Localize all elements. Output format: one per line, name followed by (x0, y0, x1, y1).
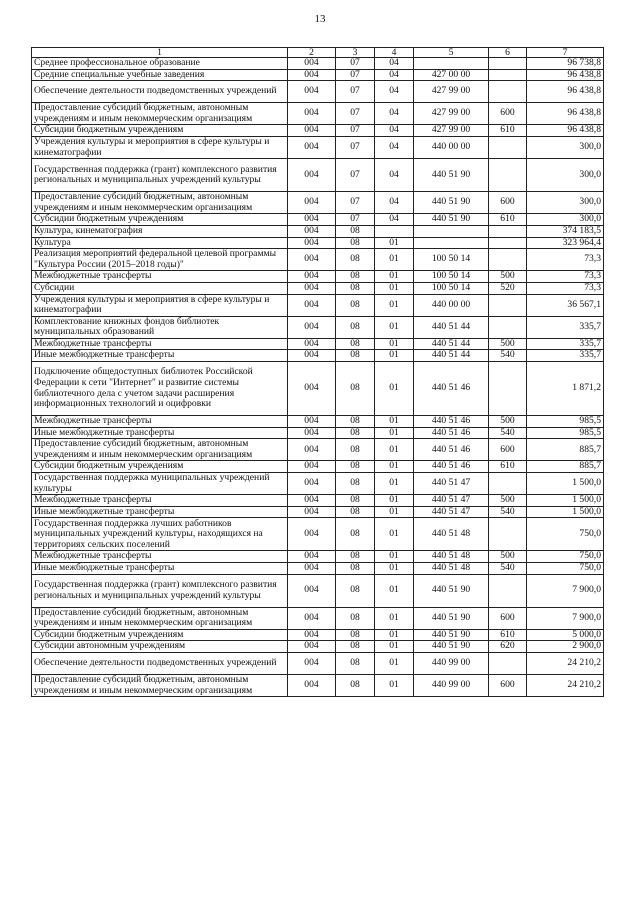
table-row (32, 461, 604, 473)
table-row (32, 362, 604, 416)
ministry-code-cell: 004 (288, 237, 336, 249)
row-name-cell: Межбюджетные трансферты (32, 495, 288, 507)
subsection-code-cell: 01 (375, 629, 414, 641)
expense-type-cell: 610 (489, 461, 527, 473)
row-name-cell: Среднее профессиональное образование (32, 58, 288, 70)
target-article-cell: 440 51 47 (414, 495, 489, 507)
subsection-code-cell: 04 (375, 69, 414, 81)
section-code-cell: 08 (336, 439, 375, 461)
expense-type-cell (489, 136, 527, 158)
ministry-code-cell: 004 (288, 461, 336, 473)
table-row (32, 563, 604, 575)
ministry-code-cell: 004 (288, 225, 336, 237)
target-article-cell: 440 51 48 (414, 563, 489, 575)
row-name-cell: Обеспечение деятельности подведомственных учреждений (32, 81, 288, 103)
subsection-code-cell: 04 (375, 58, 414, 70)
table-row (32, 506, 604, 518)
subsection-code-cell: 01 (375, 574, 414, 607)
amount-cell: 323 964,4 (527, 237, 604, 249)
expense-type-cell (489, 249, 527, 271)
amount-cell: 73,3 (527, 249, 604, 271)
table-row (32, 225, 604, 237)
amount-cell: 750,0 (527, 551, 604, 563)
subsection-code-cell: 04 (375, 159, 414, 192)
amount-cell: 96 438,8 (527, 81, 604, 103)
amount-cell: 335,7 (527, 338, 604, 350)
table-row (32, 607, 604, 629)
column-header: 3 (336, 48, 375, 58)
amount-cell: 335,7 (527, 316, 604, 338)
expense-type-cell (489, 225, 527, 237)
header-row (32, 48, 604, 58)
row-name-cell: Субсидии бюджетным учреждениям (32, 461, 288, 473)
ministry-code-cell: 004 (288, 249, 336, 271)
row-name-cell: Предоставление субсидий бюджетным, автономным учреждениям и иным некоммерческим организациям (32, 439, 288, 461)
ministry-code-cell: 004 (288, 282, 336, 294)
expense-type-cell: 540 (489, 427, 527, 439)
section-code-cell: 08 (336, 674, 375, 696)
section-code-cell: 08 (336, 461, 375, 473)
column-header: 7 (527, 48, 604, 58)
ministry-code-cell: 004 (288, 125, 336, 137)
row-name-cell: Культура (32, 237, 288, 249)
table-row (32, 518, 604, 551)
subsection-code-cell: 01 (375, 461, 414, 473)
row-name-cell: Учреждения культуры и мероприятия в сфере культуры и кинематографии (32, 136, 288, 158)
amount-cell: 1 500,0 (527, 473, 604, 495)
table-row (32, 338, 604, 350)
expense-type-cell (489, 81, 527, 103)
table-row (32, 214, 604, 226)
expense-type-cell (489, 652, 527, 674)
section-code-cell: 07 (336, 81, 375, 103)
section-code-cell: 08 (336, 551, 375, 563)
subsection-code-cell: 01 (375, 249, 414, 271)
row-name-cell: Иные межбюджетные трансферты (32, 427, 288, 439)
expense-type-cell: 610 (489, 629, 527, 641)
target-article-cell: 440 51 44 (414, 316, 489, 338)
row-name-cell: Государственная поддержка муниципальных учреждений культуры (32, 473, 288, 495)
column-header: 5 (414, 48, 489, 58)
table-row (32, 192, 604, 214)
amount-cell: 985,5 (527, 416, 604, 428)
ministry-code-cell: 004 (288, 362, 336, 416)
table-row (32, 350, 604, 362)
target-article-cell: 440 51 90 (414, 192, 489, 214)
ministry-code-cell: 004 (288, 551, 336, 563)
target-article-cell: 440 51 90 (414, 214, 489, 226)
amount-cell: 1 871,2 (527, 362, 604, 416)
section-code-cell: 08 (336, 294, 375, 316)
expense-type-cell: 610 (489, 125, 527, 137)
subsection-code-cell: 01 (375, 316, 414, 338)
subsection-code-cell: 01 (375, 473, 414, 495)
section-code-cell: 08 (336, 652, 375, 674)
subsection-code-cell: 04 (375, 81, 414, 103)
expense-type-cell: 600 (489, 103, 527, 125)
amount-cell: 300,0 (527, 214, 604, 226)
target-article-cell: 440 51 46 (414, 461, 489, 473)
target-article-cell (414, 225, 489, 237)
ministry-code-cell: 004 (288, 136, 336, 158)
amount-cell: 1 500,0 (527, 506, 604, 518)
ministry-code-cell: 004 (288, 58, 336, 70)
ministry-code-cell: 004 (288, 674, 336, 696)
expense-type-cell (489, 294, 527, 316)
row-name-cell: Подключение общедоступных библиотек Российской Федерации к сети "Интернет" и развитие системы библиотечного дела с учетом задачи расширения информационных технологий и оцифровки (32, 362, 288, 416)
amount-cell: 300,0 (527, 136, 604, 158)
table-row (32, 125, 604, 137)
section-code-cell: 08 (336, 416, 375, 428)
row-name-cell: Межбюджетные трансферты (32, 271, 288, 283)
row-name-cell: Средние специальные учебные заведения (32, 69, 288, 81)
table-row (32, 282, 604, 294)
ministry-code-cell: 004 (288, 338, 336, 350)
expense-type-cell (489, 518, 527, 551)
column-header: 6 (489, 48, 527, 58)
subsection-code-cell: 04 (375, 192, 414, 214)
subsection-code-cell: 01 (375, 506, 414, 518)
ministry-code-cell: 004 (288, 416, 336, 428)
expense-type-cell: 520 (489, 282, 527, 294)
subsection-code-cell: 01 (375, 416, 414, 428)
subsection-code-cell: 04 (375, 103, 414, 125)
table-row (32, 674, 604, 696)
table-row (32, 58, 604, 70)
row-name-cell: Предоставление субсидий бюджетным, автономным учреждениям и иным некоммерческим организациям (32, 192, 288, 214)
subsection-code-cell: 01 (375, 294, 414, 316)
ministry-code-cell: 004 (288, 81, 336, 103)
section-code-cell: 08 (336, 473, 375, 495)
target-article-cell: 440 51 47 (414, 506, 489, 518)
table-row (32, 103, 604, 125)
amount-cell: 96 438,8 (527, 125, 604, 137)
table-row (32, 495, 604, 507)
row-name-cell: Субсидии автономным учреждениям (32, 641, 288, 653)
amount-cell: 5 000,0 (527, 629, 604, 641)
table-row (32, 629, 604, 641)
table-row (32, 439, 604, 461)
section-code-cell: 07 (336, 58, 375, 70)
table-row (32, 641, 604, 653)
target-article-cell: 440 51 90 (414, 607, 489, 629)
table-row (32, 249, 604, 271)
row-name-cell: Государственная поддержка (грант) комплексного развития региональных и муниципальных учреждений культуры (32, 159, 288, 192)
target-article-cell: 100 50 14 (414, 282, 489, 294)
section-code-cell: 08 (336, 282, 375, 294)
section-code-cell: 08 (336, 574, 375, 607)
subsection-code-cell: 04 (375, 125, 414, 137)
row-name-cell: Иные межбюджетные трансферты (32, 563, 288, 575)
target-article-cell: 440 00 00 (414, 294, 489, 316)
amount-cell: 96 438,8 (527, 69, 604, 81)
section-code-cell: 07 (336, 125, 375, 137)
target-article-cell: 427 00 00 (414, 69, 489, 81)
expense-type-cell: 500 (489, 551, 527, 563)
section-code-cell: 08 (336, 225, 375, 237)
row-name-cell: Государственная поддержка (грант) комплексного развития региональных и муниципальных учреждений культуры (32, 574, 288, 607)
target-article-cell: 440 99 00 (414, 674, 489, 696)
target-article-cell: 440 51 90 (414, 159, 489, 192)
target-article-cell: 440 51 90 (414, 629, 489, 641)
target-article-cell: 440 51 46 (414, 427, 489, 439)
ministry-code-cell: 004 (288, 350, 336, 362)
row-name-cell: Межбюджетные трансферты (32, 551, 288, 563)
amount-cell: 2 900,0 (527, 641, 604, 653)
target-article-cell: 100 50 14 (414, 249, 489, 271)
table-row (32, 294, 604, 316)
ministry-code-cell: 004 (288, 427, 336, 439)
subsection-code-cell: 01 (375, 607, 414, 629)
row-name-cell: Комплектование книжных фондов библиотек муниципальных образований (32, 316, 288, 338)
amount-cell: 73,3 (527, 271, 604, 283)
section-code-cell: 07 (336, 103, 375, 125)
amount-cell: 300,0 (527, 192, 604, 214)
expense-type-cell (489, 58, 527, 70)
expense-type-cell (489, 473, 527, 495)
ministry-code-cell: 004 (288, 159, 336, 192)
target-article-cell: 440 51 46 (414, 416, 489, 428)
expense-type-cell (489, 574, 527, 607)
expense-type-cell: 600 (489, 192, 527, 214)
target-article-cell: 440 51 46 (414, 439, 489, 461)
row-name-cell: Культура, кинематография (32, 225, 288, 237)
expense-type-cell: 600 (489, 439, 527, 461)
section-code-cell: 08 (336, 338, 375, 350)
section-code-cell: 07 (336, 192, 375, 214)
expense-type-cell (489, 237, 527, 249)
expense-type-cell: 500 (489, 338, 527, 350)
target-article-cell (414, 58, 489, 70)
expense-type-cell: 600 (489, 674, 527, 696)
target-article-cell: 440 51 48 (414, 518, 489, 551)
table-row (32, 316, 604, 338)
target-article-cell: 440 51 48 (414, 551, 489, 563)
subsection-code-cell: 01 (375, 350, 414, 362)
amount-cell: 750,0 (527, 518, 604, 551)
subsection-code-cell: 01 (375, 495, 414, 507)
table-row (32, 81, 604, 103)
target-article-cell: 440 51 44 (414, 350, 489, 362)
row-name-cell: Обеспечение деятельности подведомственных учреждений (32, 652, 288, 674)
ministry-code-cell: 004 (288, 607, 336, 629)
section-code-cell: 08 (336, 427, 375, 439)
section-code-cell: 08 (336, 563, 375, 575)
target-article-cell: 440 00 00 (414, 136, 489, 158)
amount-cell: 1 500,0 (527, 495, 604, 507)
table-row (32, 551, 604, 563)
row-name-cell: Субсидии бюджетным учреждениям (32, 214, 288, 226)
section-code-cell: 08 (336, 607, 375, 629)
amount-cell: 73,3 (527, 282, 604, 294)
subsection-code-cell: 01 (375, 439, 414, 461)
ministry-code-cell: 004 (288, 518, 336, 551)
row-name-cell: Субсидии (32, 282, 288, 294)
row-name-cell: Иные межбюджетные трансферты (32, 506, 288, 518)
subsection-code-cell: 01 (375, 362, 414, 416)
subsection-code-cell (375, 225, 414, 237)
target-article-cell: 440 51 90 (414, 641, 489, 653)
expense-type-cell: 600 (489, 607, 527, 629)
target-article-cell: 440 51 90 (414, 574, 489, 607)
table-row (32, 574, 604, 607)
subsection-code-cell: 01 (375, 338, 414, 350)
subsection-code-cell: 01 (375, 563, 414, 575)
subsection-code-cell: 04 (375, 136, 414, 158)
target-article-cell: 440 99 00 (414, 652, 489, 674)
section-code-cell: 08 (336, 249, 375, 271)
ministry-code-cell: 004 (288, 69, 336, 81)
amount-cell: 374 183,5 (527, 225, 604, 237)
amount-cell: 24 210,2 (527, 652, 604, 674)
column-header: 2 (288, 48, 336, 58)
amount-cell: 36 567,1 (527, 294, 604, 316)
section-code-cell: 08 (336, 641, 375, 653)
subsection-code-cell: 01 (375, 652, 414, 674)
row-name-cell: Реализация мероприятий федеральной целевой программы "Культура России (2015–2018 годы)" (32, 249, 288, 271)
section-code-cell: 08 (336, 237, 375, 249)
target-article-cell: 427 99 00 (414, 81, 489, 103)
column-header: 1 (32, 48, 288, 58)
amount-cell: 750,0 (527, 563, 604, 575)
expense-type-cell: 540 (489, 350, 527, 362)
expense-type-cell: 610 (489, 214, 527, 226)
amount-cell: 96 738,8 (527, 58, 604, 70)
target-article-cell: 440 51 44 (414, 338, 489, 350)
expense-type-cell: 500 (489, 416, 527, 428)
ministry-code-cell: 004 (288, 103, 336, 125)
target-article-cell (414, 237, 489, 249)
table-row (32, 69, 604, 81)
section-code-cell: 08 (336, 316, 375, 338)
section-code-cell: 07 (336, 69, 375, 81)
target-article-cell: 100 50 14 (414, 271, 489, 283)
section-code-cell: 08 (336, 350, 375, 362)
budget-table (31, 47, 604, 697)
section-code-cell: 08 (336, 506, 375, 518)
row-name-cell: Предоставление субсидий бюджетным, автономным учреждениям и иным некоммерческим организациям (32, 607, 288, 629)
subsection-code-cell: 01 (375, 427, 414, 439)
section-code-cell: 07 (336, 214, 375, 226)
ministry-code-cell: 004 (288, 563, 336, 575)
expense-type-cell (489, 69, 527, 81)
page-number: 13 (314, 13, 326, 25)
amount-cell: 885,7 (527, 439, 604, 461)
expense-type-cell (489, 316, 527, 338)
ministry-code-cell: 004 (288, 294, 336, 316)
table-row (32, 416, 604, 428)
row-name-cell: Межбюджетные трансферты (32, 338, 288, 350)
ministry-code-cell: 004 (288, 629, 336, 641)
ministry-code-cell: 004 (288, 473, 336, 495)
row-name-cell: Субсидии бюджетным учреждениям (32, 629, 288, 641)
expense-type-cell (489, 159, 527, 192)
subsection-code-cell: 01 (375, 271, 414, 283)
row-name-cell: Предоставление субсидий бюджетным, автономным учреждениям и иным некоммерческим организациям (32, 103, 288, 125)
target-article-cell: 440 51 47 (414, 473, 489, 495)
subsection-code-cell: 01 (375, 518, 414, 551)
expense-type-cell: 620 (489, 641, 527, 653)
amount-cell: 7 900,0 (527, 574, 604, 607)
section-code-cell: 08 (336, 362, 375, 416)
row-name-cell: Субсидии бюджетным учреждениям (32, 125, 288, 137)
section-code-cell: 08 (336, 518, 375, 551)
subsection-code-cell: 01 (375, 551, 414, 563)
row-name-cell: Межбюджетные трансферты (32, 416, 288, 428)
amount-cell: 7 900,0 (527, 607, 604, 629)
table-row (32, 427, 604, 439)
amount-cell: 300,0 (527, 159, 604, 192)
table-row (32, 473, 604, 495)
subsection-code-cell: 01 (375, 237, 414, 249)
section-code-cell: 07 (336, 159, 375, 192)
table-row (32, 136, 604, 158)
row-name-cell: Иные межбюджетные трансферты (32, 350, 288, 362)
amount-cell: 985,5 (527, 427, 604, 439)
table-row (32, 159, 604, 192)
row-name-cell: Государственная поддержка лучших работников муниципальных учреждений культуры, находящихся на территориях сельских поселений (32, 518, 288, 551)
section-code-cell: 08 (336, 495, 375, 507)
subsection-code-cell: 04 (375, 214, 414, 226)
row-name-cell: Предоставление субсидий бюджетным, автономным учреждениям и иным некоммерческим организациям (32, 674, 288, 696)
target-article-cell: 427 99 00 (414, 125, 489, 137)
amount-cell: 96 438,8 (527, 103, 604, 125)
ministry-code-cell: 004 (288, 506, 336, 518)
subsection-code-cell: 01 (375, 282, 414, 294)
column-header: 4 (375, 48, 414, 58)
ministry-code-cell: 004 (288, 192, 336, 214)
amount-cell: 885,7 (527, 461, 604, 473)
target-article-cell: 427 99 00 (414, 103, 489, 125)
expense-type-cell (489, 362, 527, 416)
table-row (32, 237, 604, 249)
expense-type-cell: 500 (489, 495, 527, 507)
ministry-code-cell: 004 (288, 652, 336, 674)
section-code-cell: 08 (336, 271, 375, 283)
expense-type-cell: 500 (489, 271, 527, 283)
ministry-code-cell: 004 (288, 439, 336, 461)
ministry-code-cell: 004 (288, 495, 336, 507)
table-row (32, 271, 604, 283)
expense-type-cell: 540 (489, 506, 527, 518)
ministry-code-cell: 004 (288, 574, 336, 607)
expense-type-cell: 540 (489, 563, 527, 575)
ministry-code-cell: 004 (288, 214, 336, 226)
amount-cell: 24 210,2 (527, 674, 604, 696)
amount-cell: 335,7 (527, 350, 604, 362)
section-code-cell: 07 (336, 136, 375, 158)
table-row (32, 652, 604, 674)
row-name-cell: Учреждения культуры и мероприятия в сфере культуры и кинематографии (32, 294, 288, 316)
subsection-code-cell: 01 (375, 674, 414, 696)
subsection-code-cell: 01 (375, 641, 414, 653)
ministry-code-cell: 004 (288, 641, 336, 653)
section-code-cell: 08 (336, 629, 375, 641)
target-article-cell: 440 51 46 (414, 362, 489, 416)
ministry-code-cell: 004 (288, 316, 336, 338)
ministry-code-cell: 004 (288, 271, 336, 283)
